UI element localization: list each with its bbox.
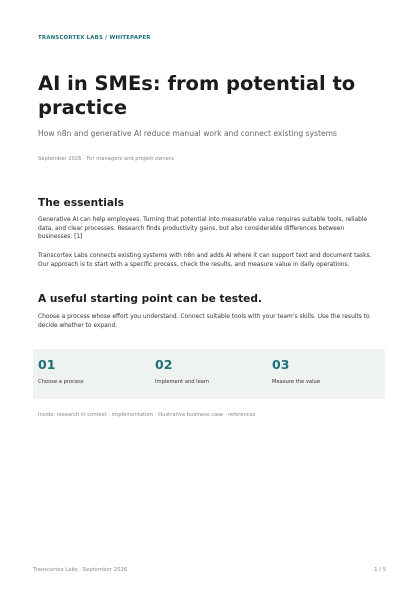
step-label: Choose a process <box>38 379 84 385</box>
page-title: AI in SMEs: from potential to practice <box>38 72 356 119</box>
essentials-paragraph-1: Generative AI can help employees. Turning that potential into measurable value requires suitable tools, reliable data, and clear processes. Research finds productivity gains, but also considerable differences between businesses. [1] <box>38 217 368 241</box>
page-subtitle: How n8n and generative AI reduce manual work and connect existing systems <box>38 129 338 138</box>
page-number: 1 / 5 <box>374 567 386 573</box>
essentials-heading: The essentials <box>38 197 124 209</box>
publication-meta: September 2026 · For managers and project owners <box>38 156 174 162</box>
step-number: 03 <box>272 357 290 372</box>
starting-point-heading: A useful starting point can be tested. <box>38 293 262 305</box>
footer-publisher: Transcortex Labs · September 2026 <box>33 567 128 573</box>
step-label: Implement and learn <box>155 379 210 385</box>
step-number: 01 <box>38 357 56 372</box>
step-item <box>38 357 84 385</box>
contents-summary: Inside: research in context · implementation · illustrative business case · references <box>38 412 256 418</box>
starting-point-paragraph: Choose a process whose effort you understand. Connect suitable tools with your team’s skills. Use the results to decide whether to expand. <box>38 314 370 329</box>
eyebrow-label: TRANSCORTEX LABS / WHITEPAPER <box>38 35 151 41</box>
essentials-paragraph-2: Transcortex Labs connects existing systems with n8n and adds AI where it can support text and document tasks. Our approach is to start with a specific process, check the results, and measure value in daily operations. <box>38 253 372 268</box>
steps-panel <box>33 349 385 399</box>
step-item <box>155 357 209 385</box>
step-item <box>272 357 320 385</box>
step-label: Measure the value <box>272 379 321 385</box>
step-number: 02 <box>155 357 173 372</box>
